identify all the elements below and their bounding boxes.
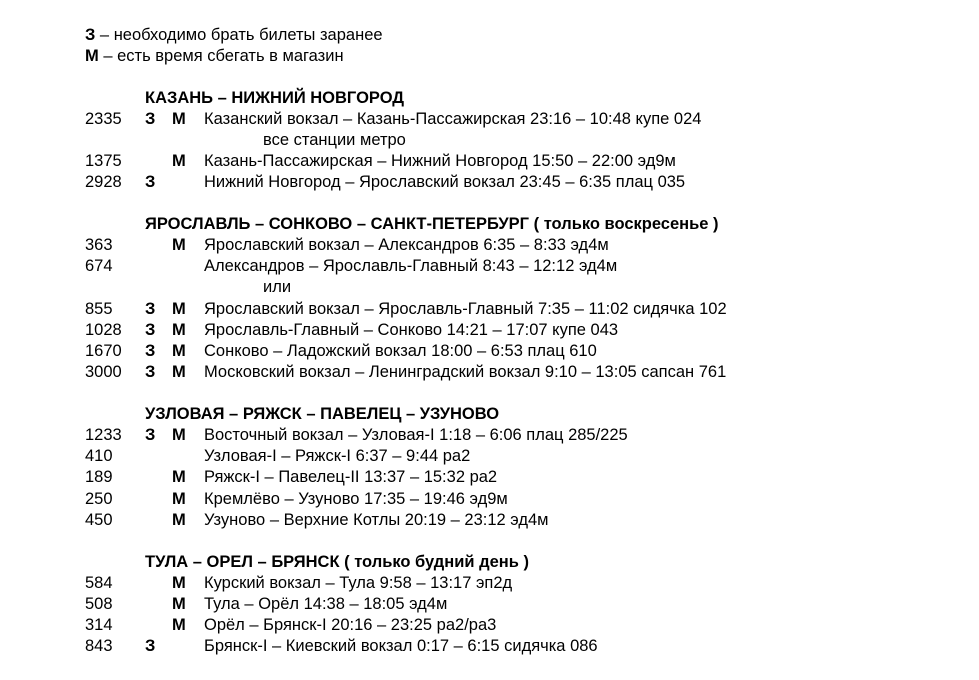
- flag-m: М: [172, 300, 186, 318]
- flag-m: М: [172, 511, 186, 529]
- price: 410: [85, 447, 113, 465]
- flag-z: З: [145, 637, 156, 655]
- flag-m: М: [172, 110, 186, 128]
- price: 314: [85, 616, 113, 634]
- legend-z: [85, 25, 383, 45]
- table-row: [0, 636, 979, 657]
- route: Сонково – Ладожский вокзал 18:00 – 6:53 плац 610: [204, 342, 597, 360]
- route: Ярославский вокзал – Ярославль-Главный 7:35 – 11:02 сидячка 102: [204, 300, 727, 318]
- route: Узловая-I – Ряжск-I 6:37 – 9:44 ра2: [204, 447, 471, 465]
- route: Казанский вокзал – Казань-Пассажирская 23:16 – 10:48 купе 024: [204, 110, 702, 128]
- price: 1375: [85, 152, 122, 170]
- price: 250: [85, 490, 113, 508]
- route: Тула – Орёл 14:38 – 18:05 эд4м: [204, 595, 448, 613]
- legend-z-text: – необходимо брать билеты заранее: [95, 26, 383, 44]
- price: 843: [85, 637, 113, 655]
- flag-z: З: [145, 321, 156, 339]
- price: 855: [85, 300, 113, 318]
- table-row: [0, 235, 979, 256]
- route: Орёл – Брянск-I 20:16 – 23:25 ра2/ра3: [204, 616, 497, 634]
- flag-m: М: [172, 236, 186, 254]
- flag-m: М: [172, 426, 186, 444]
- price: 450: [85, 511, 113, 529]
- section-title: ТУЛА – ОРЕЛ – БРЯНСК ( только будний день ): [145, 553, 529, 571]
- flag-z: З: [145, 110, 156, 128]
- price: 3000: [85, 363, 122, 381]
- legend-m: [85, 46, 344, 66]
- table-row: [0, 467, 979, 488]
- table-row: [0, 510, 979, 531]
- table-row: [0, 425, 979, 446]
- table-row: [0, 615, 979, 636]
- price: 363: [85, 236, 113, 254]
- price: 1233: [85, 426, 122, 444]
- table-row: [0, 341, 979, 362]
- route: Александров – Ярославль-Главный 8:43 – 12:12 эд4м: [204, 257, 618, 275]
- route: Ярославский вокзал – Александров 6:35 – 8:33 эд4м: [204, 236, 609, 254]
- table-row-note: [0, 130, 979, 151]
- price: 2928: [85, 173, 122, 191]
- flag-m: М: [172, 616, 186, 634]
- flag-m: М: [172, 152, 186, 170]
- table-row-note: [0, 277, 979, 298]
- route: Московский вокзал – Ленинградский вокзал 9:10 – 13:05 сапсан 761: [204, 363, 727, 381]
- price: 508: [85, 595, 113, 613]
- flag-m: М: [172, 468, 186, 486]
- table-row: [0, 446, 979, 467]
- table-row: [0, 320, 979, 341]
- flag-z: З: [145, 426, 156, 444]
- table-row: [0, 256, 979, 277]
- route: Брянск-I – Киевский вокзал 0:17 – 6:15 сидячка 086: [204, 637, 598, 655]
- legend-z-key: З: [85, 26, 96, 44]
- flag-z: З: [145, 363, 156, 381]
- flag-m: М: [172, 490, 186, 508]
- route: Нижний Новгород – Ярославский вокзал 23:45 – 6:35 плац 035: [204, 173, 686, 191]
- flag-z: З: [145, 300, 156, 318]
- table-row: [0, 573, 979, 594]
- price: 584: [85, 574, 113, 592]
- price: 189: [85, 468, 113, 486]
- flag-z: З: [145, 173, 156, 191]
- flag-z: З: [145, 342, 156, 360]
- table-row: [0, 489, 979, 510]
- route: Узуново – Верхние Котлы 20:19 – 23:12 эд4м: [204, 511, 549, 529]
- route: Казань-Пассажирская – Нижний Новгород 15:50 – 22:00 эд9м: [204, 152, 676, 170]
- table-row: [0, 109, 979, 130]
- price: 674: [85, 257, 113, 275]
- price: 1028: [85, 321, 122, 339]
- section-title: КАЗАНЬ – НИЖНИЙ НОВГОРОД: [145, 89, 405, 107]
- table-row: [0, 362, 979, 383]
- section-title: УЗЛОВАЯ – РЯЖСК – ПАВЕЛЕЦ – УЗУНОВО: [145, 405, 500, 423]
- legend-m-key: М: [85, 47, 99, 65]
- price: 2335: [85, 110, 122, 128]
- table-row: [0, 151, 979, 172]
- route: Восточный вокзал – Узловая-I 1:18 – 6:06 плац 285/225: [204, 426, 628, 444]
- row-note: все станции метро: [263, 131, 406, 149]
- table-row: [0, 299, 979, 320]
- table-row: [0, 172, 979, 193]
- flag-m: М: [172, 574, 186, 592]
- route: Курский вокзал – Тула 9:58 – 13:17 эп2д: [204, 574, 513, 592]
- flag-m: М: [172, 595, 186, 613]
- price: 1670: [85, 342, 122, 360]
- section-title: ЯРОСЛАВЛЬ – СОНКОВО – САНКТ-ПЕТЕРБУРГ ( только воскресенье ): [145, 215, 719, 233]
- table-row: [0, 594, 979, 615]
- flag-m: М: [172, 363, 186, 381]
- flag-m: М: [172, 321, 186, 339]
- flag-m: М: [172, 342, 186, 360]
- legend-m-text: – есть время сбегать в магазин: [98, 47, 344, 65]
- route: Ярославль-Главный – Сонково 14:21 – 17:07 купе 043: [204, 321, 619, 339]
- route: Кремлёво – Узуново 17:35 – 19:46 эд9м: [204, 490, 508, 508]
- route: Ряжск-I – Павелец-II 13:37 – 15:32 ра2: [204, 468, 498, 486]
- row-note: или: [263, 278, 292, 296]
